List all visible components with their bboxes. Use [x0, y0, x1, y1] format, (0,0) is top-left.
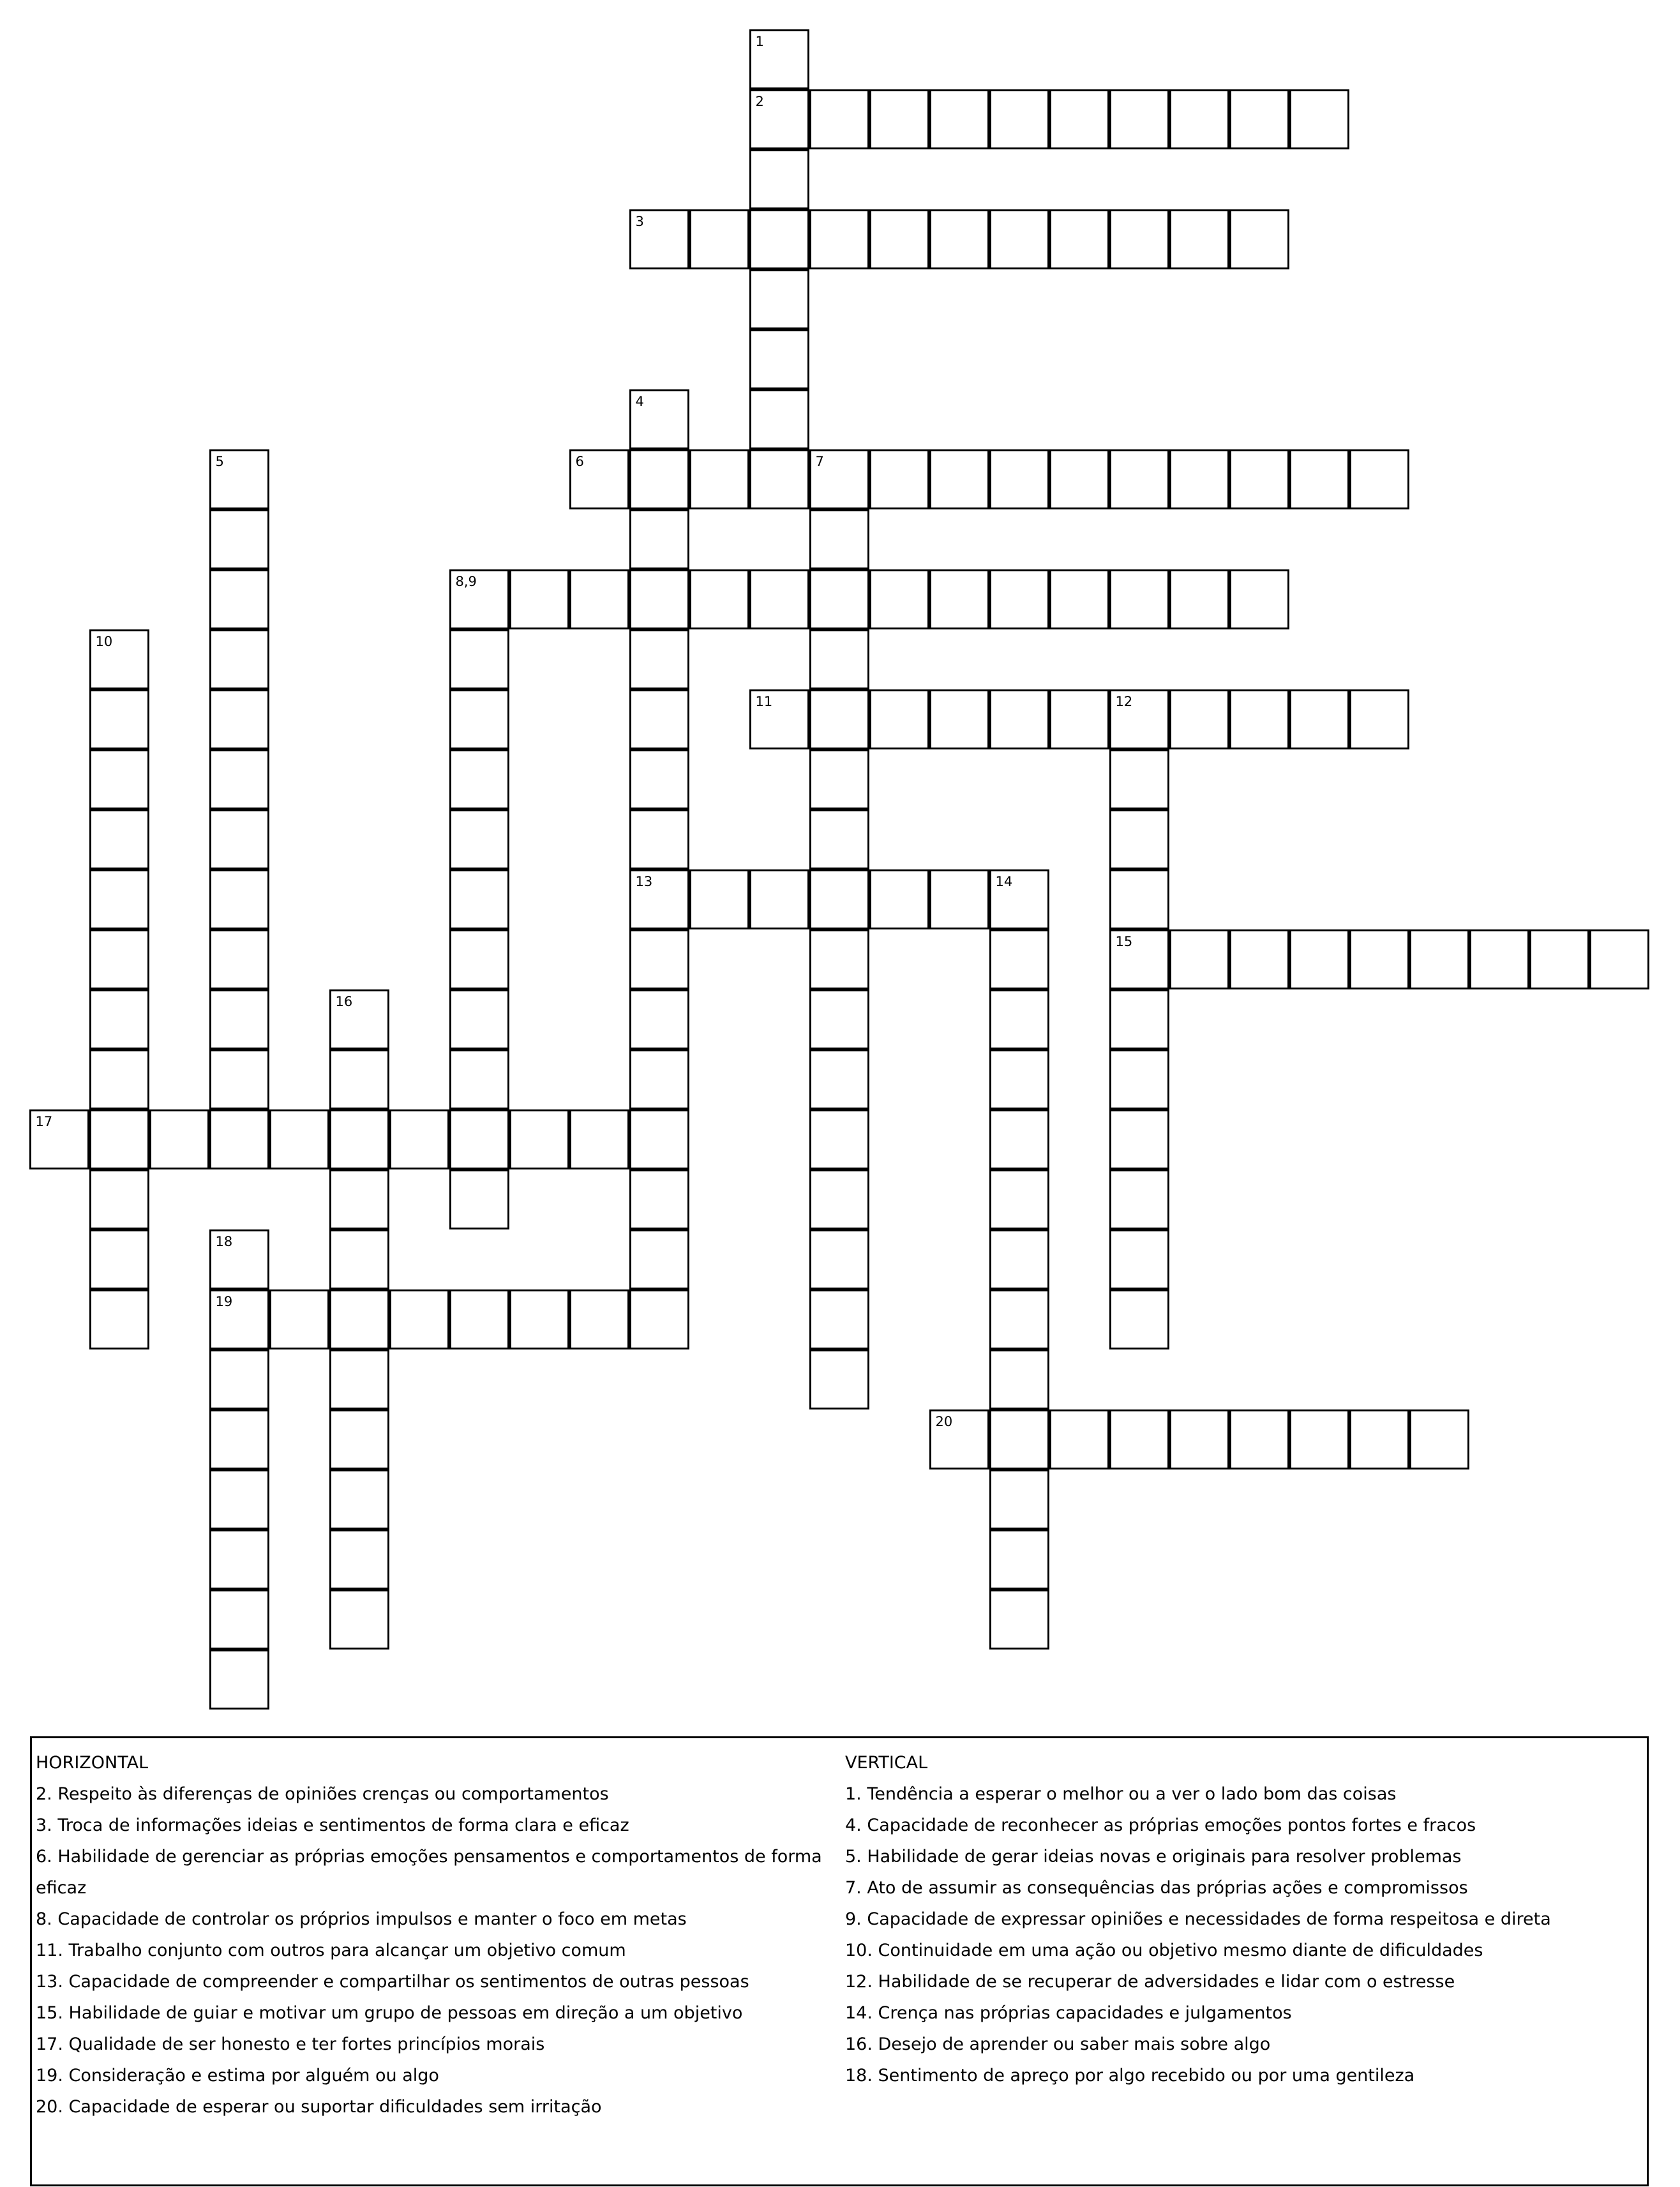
- grid-cell[interactable]: [1109, 89, 1169, 149]
- grid-cell[interactable]: [209, 449, 269, 509]
- grid-cell[interactable]: [449, 869, 509, 929]
- clue-box: [30, 1736, 1649, 2186]
- grid-cell[interactable]: [989, 689, 1049, 749]
- grid-cell[interactable]: [1409, 1409, 1469, 1469]
- cell-number: 4: [635, 393, 644, 409]
- grid-cell[interactable]: [689, 869, 749, 929]
- clue-vertical-9: 9. Capacidade de expressar opiniões e necessidades de forma respeitosa e direta: [845, 1909, 1551, 1929]
- grid-cell[interactable]: [749, 269, 809, 329]
- cell-number: 17: [35, 1113, 53, 1129]
- grid-cell[interactable]: [209, 629, 269, 689]
- clue-horizontal-2: 2. Respeito às diferenças de opiniões crenças ou comportamentos: [36, 1784, 609, 1804]
- grid-cell[interactable]: [209, 1469, 269, 1529]
- grid-cell[interactable]: [629, 629, 689, 689]
- grid-cell[interactable]: [989, 1469, 1049, 1529]
- cell-number: 19: [215, 1293, 233, 1309]
- grid-cell[interactable]: [629, 689, 689, 749]
- grid-cell[interactable]: [809, 1169, 869, 1229]
- grid-cell[interactable]: [1529, 929, 1589, 989]
- grid-cell[interactable]: [989, 209, 1049, 269]
- grid-cell[interactable]: [809, 569, 869, 629]
- clue-vertical-18: 18. Sentimento de apreço por algo recebido ou por uma gentileza: [845, 2066, 1415, 2086]
- grid-cell[interactable]: [389, 1109, 449, 1169]
- clue-horizontal-17: 17. Qualidade de ser honesto e ter fortes princípios morais: [36, 2034, 545, 2054]
- grid-cell[interactable]: [749, 689, 809, 749]
- grid-cell[interactable]: [749, 209, 809, 269]
- grid-cell[interactable]: [569, 449, 629, 509]
- grid-cell[interactable]: [1049, 209, 1109, 269]
- grid-cell[interactable]: [989, 1529, 1049, 1590]
- grid-cell[interactable]: [1469, 929, 1529, 989]
- grid-cell[interactable]: [209, 869, 269, 929]
- grid-cell[interactable]: [989, 869, 1049, 929]
- grid-cell[interactable]: [1289, 449, 1349, 509]
- clue-vertical-14: 14. Crença nas próprias capacidades e julgamentos: [845, 2003, 1292, 2023]
- grid-cell[interactable]: [929, 569, 989, 629]
- grid-cell[interactable]: [329, 1109, 389, 1169]
- grid-cell[interactable]: [629, 1109, 689, 1169]
- vertical-clues: [845, 1747, 1643, 2091]
- grid-cell[interactable]: [209, 809, 269, 869]
- grid-cell[interactable]: [1049, 689, 1109, 749]
- grid-cell[interactable]: [329, 1590, 389, 1650]
- grid-cell[interactable]: [1229, 929, 1289, 989]
- grid-cell[interactable]: [1169, 1409, 1229, 1469]
- grid-cell[interactable]: [809, 809, 869, 869]
- grid-cell[interactable]: [1049, 89, 1109, 149]
- grid-cell[interactable]: [89, 869, 149, 929]
- grid-cell[interactable]: [1109, 1169, 1169, 1229]
- grid-cell[interactable]: [449, 1049, 509, 1109]
- grid-cell[interactable]: [809, 749, 869, 809]
- cell-number: 16: [335, 993, 353, 1009]
- grid-cell[interactable]: [1109, 1229, 1169, 1289]
- grid-cell[interactable]: [629, 1169, 689, 1229]
- grid-cell[interactable]: [209, 1529, 269, 1590]
- grid-cell[interactable]: [629, 1229, 689, 1289]
- grid-cell[interactable]: [629, 449, 689, 509]
- grid-cell[interactable]: [809, 1049, 869, 1109]
- grid-cell[interactable]: [989, 1590, 1049, 1650]
- grid-cell[interactable]: [749, 329, 809, 389]
- grid-cell[interactable]: [1349, 1409, 1409, 1469]
- grid-cell[interactable]: [1169, 89, 1229, 149]
- grid-cell[interactable]: [929, 89, 989, 149]
- cell-number: 14: [995, 873, 1013, 889]
- grid-cell[interactable]: [1229, 449, 1289, 509]
- grid-cell[interactable]: [629, 929, 689, 989]
- grid-cell[interactable]: [929, 689, 989, 749]
- grid-cell[interactable]: [749, 569, 809, 629]
- grid-cell[interactable]: [329, 1349, 389, 1409]
- grid-cell[interactable]: [449, 1289, 509, 1349]
- grid-cell[interactable]: [929, 209, 989, 269]
- grid-cell[interactable]: [869, 89, 929, 149]
- grid-cell[interactable]: [809, 689, 869, 749]
- grid-cell[interactable]: [209, 569, 269, 629]
- grid-cell[interactable]: [1049, 449, 1109, 509]
- grid-cell[interactable]: [809, 929, 869, 989]
- grid-cell[interactable]: [989, 1289, 1049, 1349]
- cell-number: 12: [1115, 693, 1133, 709]
- clue-horizontal-13: 13. Capacidade de compreender e compartilhar os sentimentos de outras pessoas: [36, 1972, 749, 1992]
- grid-cell[interactable]: [629, 869, 689, 929]
- cell-number: 8,9: [455, 573, 477, 589]
- grid-cell[interactable]: [809, 989, 869, 1049]
- grid-cell[interactable]: [749, 149, 809, 209]
- grid-cell[interactable]: [989, 1409, 1049, 1469]
- grid-cell[interactable]: [1229, 209, 1289, 269]
- grid-cell[interactable]: [209, 749, 269, 809]
- grid-cell[interactable]: [1289, 689, 1349, 749]
- grid-cell[interactable]: [89, 1289, 149, 1349]
- cell-number: 2: [755, 93, 764, 109]
- grid-cell[interactable]: [329, 989, 389, 1049]
- grid-cell[interactable]: [869, 449, 929, 509]
- grid-cell[interactable]: [209, 1289, 269, 1349]
- vertical-heading: VERTICAL: [845, 1753, 928, 1773]
- grid-cell[interactable]: [1349, 449, 1409, 509]
- clue-vertical-4: 4. Capacidade de reconhecer as próprias emoções pontos fortes e fracos: [845, 1815, 1476, 1835]
- grid-cell[interactable]: [1109, 1289, 1169, 1349]
- grid-cell[interactable]: [329, 1409, 389, 1469]
- grid-cell[interactable]: [749, 449, 809, 509]
- grid-cell[interactable]: [929, 449, 989, 509]
- grid-cell[interactable]: [89, 1049, 149, 1109]
- grid-cell[interactable]: [989, 1349, 1049, 1409]
- grid-cell[interactable]: [1109, 1049, 1169, 1109]
- grid-cell[interactable]: [89, 809, 149, 869]
- grid-cell[interactable]: [809, 509, 869, 569]
- grid-cell[interactable]: [569, 1289, 629, 1349]
- grid-cell[interactable]: [209, 929, 269, 989]
- grid-cell[interactable]: [989, 989, 1049, 1049]
- clue-horizontal-19: 19. Consideração e estima por alguém ou algo: [36, 2066, 439, 2086]
- clue-horizontal-11: 11. Trabalho conjunto com outros para alcançar um objetivo comum: [36, 1941, 626, 1960]
- grid-cell[interactable]: [89, 689, 149, 749]
- grid-cell[interactable]: [329, 1229, 389, 1289]
- grid-cell[interactable]: [449, 569, 509, 629]
- grid-cell[interactable]: [989, 449, 1049, 509]
- grid-cell[interactable]: [209, 1409, 269, 1469]
- cell-number: 1: [755, 33, 764, 49]
- grid-cell[interactable]: [629, 389, 689, 449]
- grid-cell[interactable]: [989, 89, 1049, 149]
- grid-cell[interactable]: [509, 569, 569, 629]
- grid-cell[interactable]: [1589, 929, 1649, 989]
- grid-cell[interactable]: [809, 1349, 869, 1409]
- grid-cell[interactable]: [629, 209, 689, 269]
- grid-cell[interactable]: [929, 1409, 989, 1469]
- grid-cell[interactable]: [449, 809, 509, 869]
- grid-cell[interactable]: [629, 989, 689, 1049]
- grid-cell[interactable]: [1229, 689, 1289, 749]
- grid-cell[interactable]: [989, 569, 1049, 629]
- grid-cell[interactable]: [1109, 809, 1169, 869]
- grid-cell[interactable]: [89, 929, 149, 989]
- grid-cell[interactable]: [329, 1529, 389, 1590]
- grid-cell[interactable]: [989, 1229, 1049, 1289]
- cell-number: 10: [95, 633, 113, 649]
- grid-cell[interactable]: [269, 1109, 329, 1169]
- grid-cell[interactable]: [989, 1109, 1049, 1169]
- grid-cell[interactable]: [209, 1049, 269, 1109]
- grid-cell[interactable]: [1109, 929, 1169, 989]
- grid-cell[interactable]: [449, 929, 509, 989]
- cell-number: 20: [935, 1413, 953, 1429]
- grid-cell[interactable]: [689, 209, 749, 269]
- cell-number: 5: [215, 453, 224, 469]
- grid-cell[interactable]: [869, 869, 929, 929]
- grid-cell[interactable]: [509, 1109, 569, 1169]
- grid-cell[interactable]: [1169, 449, 1229, 509]
- horizontal-heading: HORIZONTAL: [36, 1753, 149, 1773]
- grid-cell[interactable]: [749, 389, 809, 449]
- grid-cell[interactable]: [689, 449, 749, 509]
- grid-cell[interactable]: [209, 1590, 269, 1650]
- clue-vertical-16: 16. Desejo de aprender ou saber mais sobre algo: [845, 2034, 1271, 2054]
- grid-cell[interactable]: [1229, 1409, 1289, 1469]
- grid-cell[interactable]: [1109, 989, 1169, 1049]
- grid-cell[interactable]: [329, 1169, 389, 1229]
- grid-cell[interactable]: [329, 1469, 389, 1529]
- grid-cell[interactable]: [269, 1289, 329, 1349]
- grid-cell[interactable]: [569, 1109, 629, 1169]
- grid-cell[interactable]: [509, 1289, 569, 1349]
- grid-cell[interactable]: [629, 1289, 689, 1349]
- grid-cell[interactable]: [209, 1349, 269, 1409]
- grid-cell[interactable]: [629, 569, 689, 629]
- grid-cell[interactable]: [809, 1109, 869, 1169]
- grid-cell[interactable]: [89, 1229, 149, 1289]
- grid-cell[interactable]: [1109, 869, 1169, 929]
- grid-cell[interactable]: [1169, 209, 1229, 269]
- grid-cell[interactable]: [629, 509, 689, 569]
- grid-cell[interactable]: [89, 1169, 149, 1229]
- grid-cell[interactable]: [989, 929, 1049, 989]
- cell-number: 11: [755, 693, 773, 709]
- grid-cell[interactable]: [1289, 89, 1349, 149]
- clue-vertical-5: 5. Habilidade de gerar ideias novas e originais para resolver problemas: [845, 1847, 1462, 1867]
- grid-cell[interactable]: [89, 749, 149, 809]
- grid-cell[interactable]: [809, 209, 869, 269]
- grid-cell[interactable]: [449, 1109, 509, 1169]
- grid-cell[interactable]: [449, 1169, 509, 1229]
- clue-horizontal-3: 3. Troca de informações ideias e sentimentos de forma clara e eficaz: [36, 1815, 629, 1835]
- grid-cell[interactable]: [1289, 1409, 1349, 1469]
- grid-cell[interactable]: [689, 569, 749, 629]
- grid-cell[interactable]: [449, 629, 509, 689]
- clue-vertical-12: 12. Habilidade de se recuperar de adversidades e lidar com o estresse: [845, 1972, 1455, 1992]
- grid-cell[interactable]: [809, 1229, 869, 1289]
- grid-cell[interactable]: [629, 749, 689, 809]
- grid-cell[interactable]: [389, 1289, 449, 1349]
- grid-cell[interactable]: [1409, 929, 1469, 989]
- grid-cell[interactable]: [749, 869, 809, 929]
- grid-cell[interactable]: [869, 689, 929, 749]
- grid-cell[interactable]: [1349, 689, 1409, 749]
- grid-cell[interactable]: [1049, 1409, 1109, 1469]
- grid-cell[interactable]: [329, 1049, 389, 1109]
- grid-cell[interactable]: [929, 869, 989, 929]
- cell-number: 18: [215, 1233, 233, 1249]
- grid-cell[interactable]: [29, 1109, 89, 1169]
- grid-cell[interactable]: [449, 749, 509, 809]
- grid-cell[interactable]: [749, 89, 809, 149]
- grid-cell[interactable]: [1109, 749, 1169, 809]
- grid-cell[interactable]: [1169, 689, 1229, 749]
- grid-cell[interactable]: [809, 449, 869, 509]
- horizontal-clues: [36, 1747, 840, 2123]
- clue-horizontal-8: 8. Capacidade de controlar os próprios impulsos e manter o foco em metas: [36, 1909, 687, 1929]
- clue-horizontal-6: 6. Habilidade de gerenciar as próprias emoções pensamentos e comportamentos de forma eficaz: [36, 1847, 822, 1898]
- grid-cell[interactable]: [1109, 449, 1169, 509]
- grid-cell[interactable]: [1289, 929, 1349, 989]
- grid-cell[interactable]: [809, 89, 869, 149]
- cell-number: 13: [635, 873, 653, 889]
- grid-cell[interactable]: [449, 989, 509, 1049]
- grid-cell[interactable]: [1109, 209, 1169, 269]
- clue-vertical-1: 1. Tendência a esperar o melhor ou a ver o lado bom das coisas: [845, 1784, 1397, 1804]
- grid-cell[interactable]: [209, 509, 269, 569]
- cell-number: 3: [635, 213, 644, 229]
- grid-cell[interactable]: [89, 989, 149, 1049]
- grid-cell[interactable]: [629, 809, 689, 869]
- clue-horizontal-20: 20. Capacidade de esperar ou suportar dificuldades sem irritação: [36, 2097, 602, 2117]
- grid-cell[interactable]: [449, 689, 509, 749]
- grid-cell[interactable]: [1049, 569, 1109, 629]
- grid-cell[interactable]: [989, 1049, 1049, 1109]
- grid-cell[interactable]: [809, 869, 869, 929]
- clue-vertical-7: 7. Ato de assumir as consequências das próprias ações e compromissos: [845, 1878, 1468, 1898]
- grid-cell[interactable]: [149, 1109, 209, 1169]
- grid-cell[interactable]: [209, 989, 269, 1049]
- clue-vertical-10: 10. Continuidade em uma ação ou objetivo mesmo diante de dificuldades: [845, 1941, 1483, 1960]
- grid-cell[interactable]: [809, 1289, 869, 1349]
- grid-cell[interactable]: [989, 1169, 1049, 1229]
- grid-cell[interactable]: [209, 1109, 269, 1169]
- grid-cell[interactable]: [869, 569, 929, 629]
- grid-cell[interactable]: [209, 1650, 269, 1710]
- grid-cell[interactable]: [1349, 929, 1409, 989]
- grid-cell[interactable]: [89, 1109, 149, 1169]
- grid-cell[interactable]: [209, 1229, 269, 1289]
- grid-cell[interactable]: [1109, 1109, 1169, 1169]
- cell-number: 7: [815, 453, 824, 469]
- grid-cell[interactable]: [1169, 569, 1229, 629]
- clue-horizontal-15: 15. Habilidade de guiar e motivar um grupo de pessoas em direção a um objetivo: [36, 2003, 743, 2023]
- grid-cell[interactable]: [569, 569, 629, 629]
- grid-cell[interactable]: [749, 29, 809, 89]
- grid-cell[interactable]: [1109, 689, 1169, 749]
- cell-number: 15: [1115, 933, 1133, 949]
- grid-cell[interactable]: [329, 1289, 389, 1349]
- grid-cell[interactable]: [1109, 569, 1169, 629]
- grid-cell[interactable]: [1229, 89, 1289, 149]
- cell-number: 6: [575, 453, 584, 469]
- grid-cell[interactable]: [869, 209, 929, 269]
- grid-cell[interactable]: [1109, 1409, 1169, 1469]
- grid-cell[interactable]: [1169, 929, 1229, 989]
- grid-cell[interactable]: [1229, 569, 1289, 629]
- grid-cell[interactable]: [89, 629, 149, 689]
- grid-cell[interactable]: [629, 1049, 689, 1109]
- grid-cell[interactable]: [209, 689, 269, 749]
- grid-cell[interactable]: [809, 629, 869, 689]
